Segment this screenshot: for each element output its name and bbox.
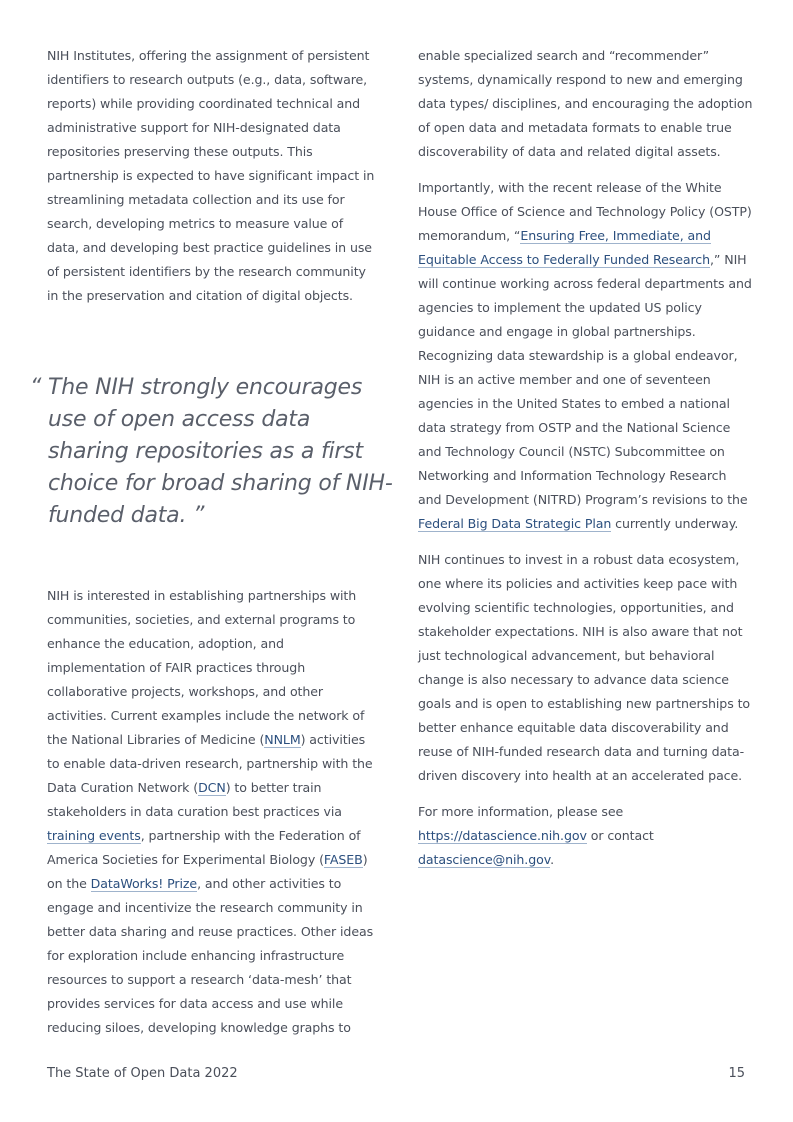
link-ostp-memorandum[interactable]: Ensuring Free, Immediate, and Equitable Access to Federally Funded Research <box>418 228 711 267</box>
link-contact-email[interactable]: datascience@nih.gov <box>418 852 551 867</box>
text-segment: ,” NIH will continue working across federal departments and agencies to implement the updated US policy guidance and engage in global partnerships. Recognizing data stewardship is a global endeavor, NIH is an active member and one of seventeen agencies in the United States to embed a national data strategy from OSTP and the National Science and Technology Council (NSTC) Subcommittee on Networking and Information Technology Research and Development (NITRD) Program’s revisions to the <box>418 252 752 507</box>
left-column-lower <box>47 584 377 1040</box>
text-segment: currently underway. <box>611 516 739 531</box>
text-segment: For more information, please see <box>418 804 624 819</box>
text-segment: ) to better train stakeholders in data curation best practices via <box>47 780 342 819</box>
quote-open-mark: “ <box>30 375 42 400</box>
left-column <box>47 44 377 308</box>
left-paragraph-1: NIH Institutes, offering the assignment of persistent identifiers to research outputs (e.g., data, software, reports) while providing coordinated technical and administrative support for NIH-designated data repositories preserving these outputs. This partnership is expected to have significant impact in streamlining metadata collection and its use for search, developing metrics to measure value of data, and developing best practice guidelines in use of persistent identifiers by the research community in the preservation and citation of digital objects. <box>47 48 375 303</box>
text-segment: , and other activities to engage and incentivize the research community in better data sharing and reuse practices. Other ideas for exploration include enhancing infrastructure resources to support a research ‘data-mesh’ that provides services for data access and use while reducing siloes, developing knowledge graphs to <box>47 876 374 1035</box>
footer-title: The State of Open Data 2022 <box>47 1066 238 1081</box>
pull-quote <box>30 372 393 532</box>
link-dataworks-prize[interactable]: DataWorks! Prize <box>90 876 198 891</box>
link-federal-big-data-plan[interactable]: Federal Big Data Strategic Plan <box>418 516 612 531</box>
link-dcn[interactable]: DCN <box>198 780 226 795</box>
right-column <box>418 44 753 872</box>
text-segment: ) on the <box>47 852 368 891</box>
right-paragraph-3: NIH continues to invest in a robust data ecosystem, one where its policies and activities keep pace with evolving scientific technologies, opportunities, and stakeholder expectations. NIH is also aware that not just technological advancement, but behavioral change is also necessary to advance data science goals and is open to establishing new partnerships to better enhance equitable data discoverability and reuse of NIH-funded research data and turning data-driven discovery into health at an accelerated pace. <box>418 552 751 783</box>
right-paragraph-4 <box>418 800 753 872</box>
text-segment: ) activities to enable data-driven research, partnership with the Data Curation Network ( <box>47 732 373 795</box>
link-training-events[interactable]: training events <box>47 828 141 843</box>
text-segment: or contact <box>586 828 654 843</box>
text-segment: , partnership with the Federation of America Societies for Experimental Biology ( <box>47 828 361 867</box>
text-segment: Importantly, with the recent release of the White House Office of Science and Technology Policy (OSTP) memorandum, “ <box>418 180 752 243</box>
link-nnlm[interactable]: NNLM <box>264 732 301 747</box>
page-number: 15 <box>728 1066 745 1081</box>
text-segment: NIH is interested in establishing partnerships with communities, societies, and external programs to enhance the education, adoption, and implementation of FAIR practices through collaborative projects, workshops, and other activities. Current examples include the network of the National Libraries of Medicine ( <box>47 588 365 747</box>
text-segment: . <box>550 852 554 867</box>
quote-text: The NIH strongly encourages use of open access data sharing repositories as a first choice for broad sharing of NIH-funded data. ” <box>48 375 393 528</box>
right-paragraph-1: enable specialized search and “recommender” systems, dynamically respond to new and emerging data types/ disciplines, and encouraging the adoption of open data and metadata formats to enable true discoverability of data and related digital assets. <box>418 48 753 159</box>
link-datascience-site[interactable]: https://datascience.nih.gov <box>418 828 587 843</box>
link-faseb[interactable]: FASEB <box>323 852 363 867</box>
right-paragraph-2 <box>418 176 753 536</box>
left-paragraph-2 <box>47 584 377 1040</box>
